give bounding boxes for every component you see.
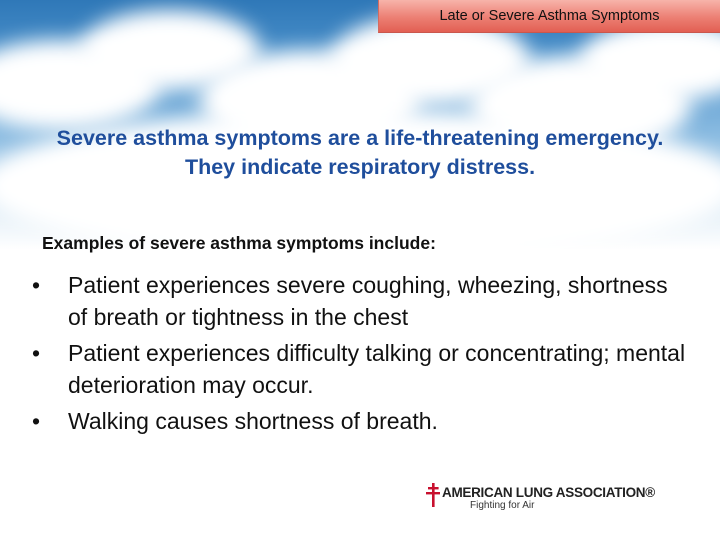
list-item-text: Walking causes shortness of breath. [68, 408, 438, 434]
list-item [32, 338, 692, 401]
list-item [32, 406, 692, 438]
logo-name: AMERICAN LUNG ASSOCIATION® [442, 485, 655, 500]
list-item-text: Patient experiences severe coughing, wheezing, shortness of breath or tightness in the chest [68, 272, 668, 330]
bullet-marker: • [32, 340, 41, 366]
slide-title-tab [378, 0, 720, 33]
list-item [32, 270, 692, 333]
slide-title: Late or Severe Asthma Symptoms [439, 8, 660, 24]
intro-text: Examples of severe asthma symptoms include: [42, 233, 436, 253]
american-lung-association-logo [426, 482, 696, 516]
logo-tagline: Fighting for Air [470, 500, 535, 511]
bullet-marker: • [32, 272, 41, 298]
bullet-marker: • [32, 408, 41, 434]
symptom-list [32, 270, 692, 443]
lorraine-cross-icon [426, 482, 440, 508]
headline: Severe asthma symptoms are a life-threatening emergency. They indicate respiratory distress. [56, 126, 664, 179]
list-item-text: Patient experiences difficulty talking or concentrating; mental deterioration may occur. [68, 340, 686, 398]
